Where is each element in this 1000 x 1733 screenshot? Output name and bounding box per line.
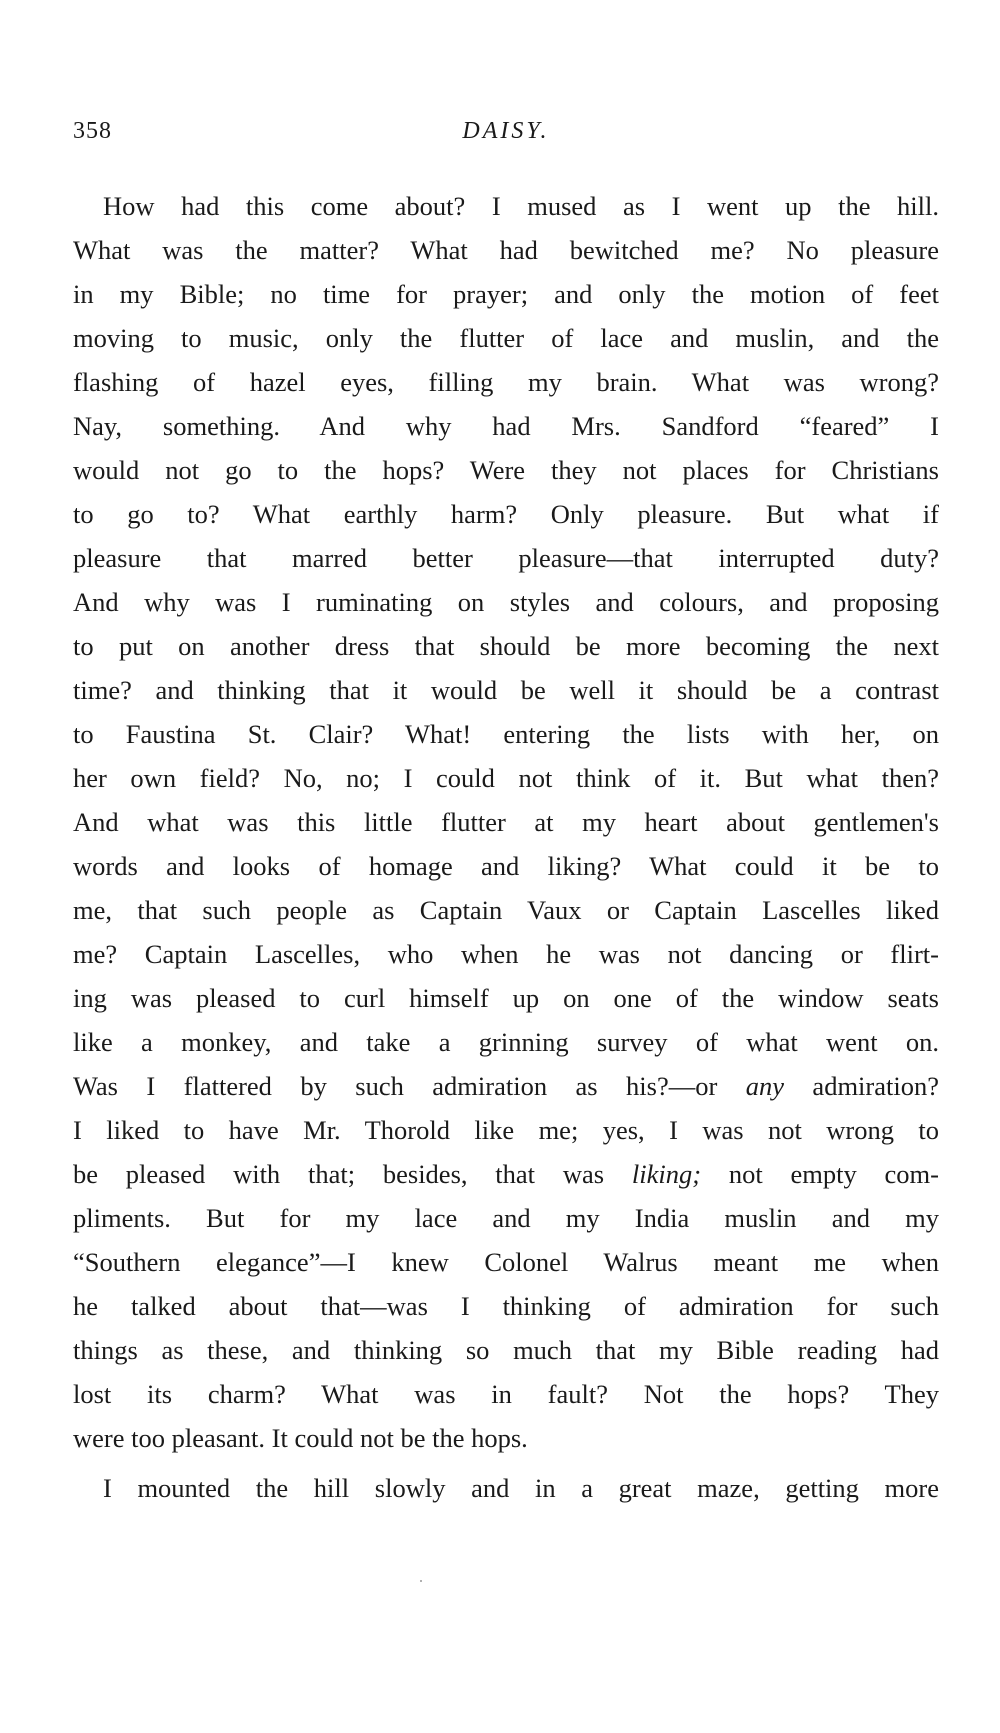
page-header bbox=[73, 118, 939, 158]
text-line-with-emphasis bbox=[73, 1152, 939, 1196]
text-line: moving to music, only the flutter of lace and muslin, and the bbox=[73, 323, 939, 353]
text-line: to Faustina St. Clair? What! entering the lists with her, on bbox=[73, 719, 939, 749]
text-body bbox=[73, 184, 939, 1510]
text-line: were too pleasant. It could not be the hops. bbox=[73, 1423, 528, 1453]
text-fragment: be pleased with that; besides, that was bbox=[73, 1159, 632, 1189]
text-line: And why was I ruminating on styles and colours, and proposing bbox=[73, 587, 939, 617]
text-line: lost its charm? What was in fault? Not the hops? They bbox=[73, 1379, 939, 1409]
text-line: to go to? What earthly harm? Only pleasure. But what if bbox=[73, 499, 939, 529]
text-line: her own field? No, no; I could not think of it. But what then? bbox=[73, 763, 939, 793]
text-line: What was the matter? What had bewitched me? No pleasure bbox=[73, 235, 939, 265]
print-speck bbox=[420, 1580, 422, 1582]
text-line: things as these, and thinking so much that my Bible reading had bbox=[73, 1335, 939, 1365]
text-fragment: admiration? bbox=[784, 1071, 939, 1101]
emphasis-any: any bbox=[745, 1071, 784, 1101]
text-line: in my Bible; no time for prayer; and only the motion of feet bbox=[73, 279, 939, 309]
text-line: like a monkey, and take a grinning survey of what went on. bbox=[73, 1027, 939, 1057]
page-number: 358 bbox=[73, 118, 112, 144]
text-line-with-emphasis bbox=[73, 1064, 939, 1108]
text-line: me, that such people as Captain Vaux or Captain Lascelles liked bbox=[73, 895, 939, 925]
text-line: pliments. But for my lace and my India muslin and my bbox=[73, 1203, 939, 1233]
text-line: And what was this little flutter at my heart about gentlemen's bbox=[73, 807, 939, 837]
text-line: me? Captain Lascelles, who when he was not dancing or flirt- bbox=[73, 939, 939, 969]
text-line: flashing of hazel eyes, filling my brain. What was wrong? bbox=[73, 367, 939, 397]
text-line: to put on another dress that should be more becoming the next bbox=[73, 631, 939, 661]
paragraph bbox=[73, 1466, 939, 1510]
text-line: would not go to the hops? Were they not places for Christians bbox=[73, 455, 939, 485]
emphasis-liking: liking; bbox=[631, 1159, 702, 1189]
paragraph bbox=[73, 184, 939, 1460]
text-fragment: Was I flattered by such admiration as his?—or bbox=[73, 1071, 746, 1101]
text-line: I liked to have Mr. Thorold like me; yes, I was not wrong to bbox=[73, 1115, 939, 1145]
text-line: ing was pleased to curl himself up on one of the window seats bbox=[73, 983, 939, 1013]
text-line: How had this come about? I mused as I went up the hill. bbox=[103, 191, 939, 221]
text-line: Nay, something. And why had Mrs. Sandford “feared” I bbox=[73, 411, 939, 441]
text-line: pleasure that marred better pleasure—that interrupted duty? bbox=[73, 543, 939, 573]
text-line: he talked about that—was I thinking of admiration for such bbox=[73, 1291, 939, 1321]
text-line: I mounted the hill slowly and in a great maze, getting more bbox=[103, 1473, 939, 1503]
text-fragment: not empty com- bbox=[701, 1159, 939, 1189]
running-title: DAISY. bbox=[462, 118, 550, 144]
text-line: “Southern elegance”—I knew Colonel Walrus meant me when bbox=[73, 1247, 939, 1277]
text-line: time? and thinking that it would be well it should be a contrast bbox=[73, 675, 939, 705]
text-line: words and looks of homage and liking? What could it be to bbox=[73, 851, 939, 881]
